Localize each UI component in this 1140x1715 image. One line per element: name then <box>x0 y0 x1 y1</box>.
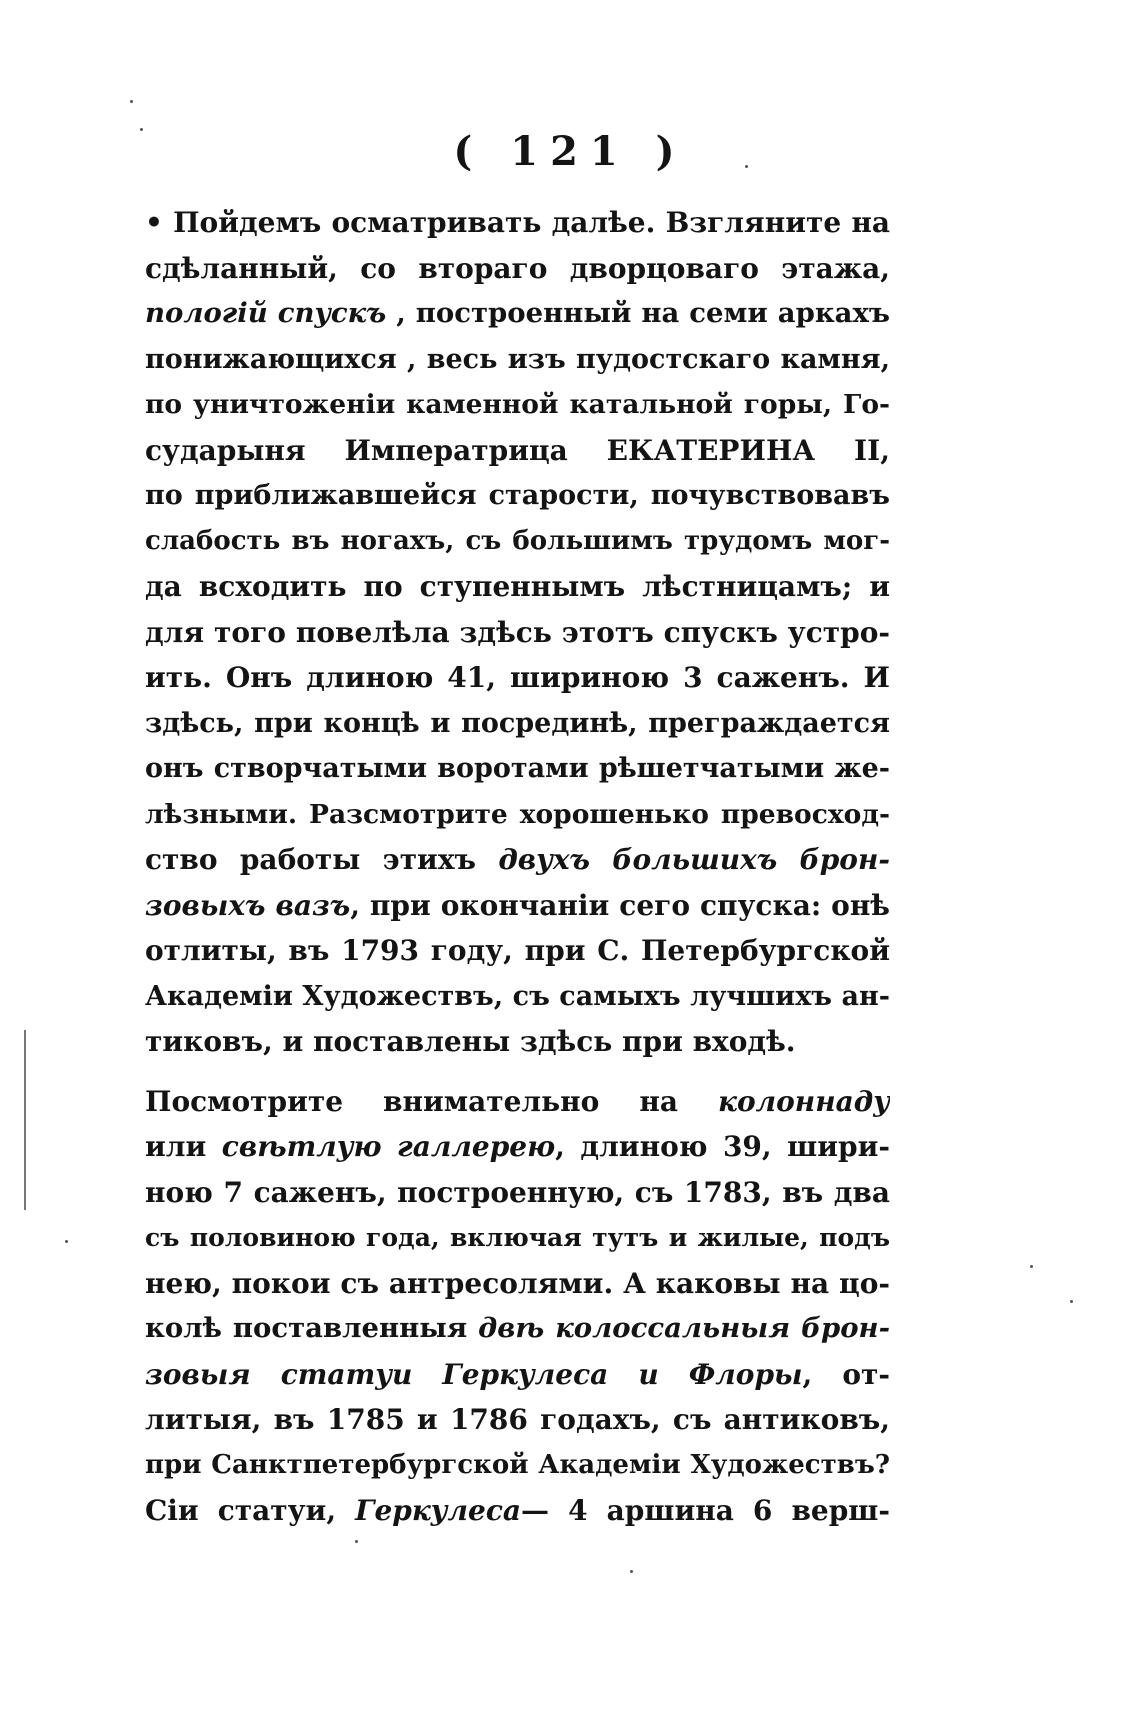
page-number: ( 121 ) <box>453 128 687 175</box>
text-line <box>145 1397 890 1443</box>
italic-text-span: Геркулеса <box>355 1494 522 1527</box>
text-line <box>145 610 890 656</box>
speck <box>630 1570 633 1573</box>
text-span: • Пойдемъ осматривать далѣе. Взглянитe на <box>145 206 890 239</box>
text-line <box>145 655 890 701</box>
text-line <box>145 792 890 838</box>
text-span: Посмотрите внимательно на <box>145 1084 719 1118</box>
italic-text-span: двухъ большихъ брон- <box>498 843 890 876</box>
speck <box>1030 1265 1033 1268</box>
text-span: понижающихся , весь изъ пудостскаго камня, <box>145 343 890 375</box>
text-span: колѣ поставленныя <box>145 1312 479 1344</box>
text-line <box>145 1488 890 1534</box>
text-span: слабость въ ногахъ, съ большимъ трудомъ мог- <box>145 525 890 556</box>
speck <box>355 1540 358 1543</box>
speck <box>140 128 143 131</box>
text-line <box>145 200 890 246</box>
text-line <box>145 1352 890 1398</box>
italic-text-span: пологій спускъ <box>145 297 387 329</box>
text-span: по уничтоженіи каменной катальной горы, Го- <box>145 389 890 420</box>
text-line <box>145 246 890 292</box>
text-line <box>145 473 890 519</box>
text-line <box>145 837 890 883</box>
text-span: литыя, въ 1785 и 1786 годахъ, съ антиковъ, <box>145 1403 890 1436</box>
text-span: при Санктпетербургской Академіи Художествъ? <box>145 1449 890 1480</box>
text-line <box>145 1124 890 1170</box>
speck <box>1070 1300 1073 1303</box>
text-line <box>145 701 890 747</box>
italic-text-span: двѣ колоссальныя брон- <box>478 1312 890 1344</box>
body-text <box>145 200 890 1534</box>
text-line <box>145 291 890 337</box>
italic-text-span: зовыя статуи Геркулеса и Флоры <box>145 1357 803 1391</box>
margin-rule <box>24 1030 26 1210</box>
text-span: , от- <box>802 1357 890 1391</box>
text-span: сударыня Императрица ЕКАТЕРИНА II, <box>145 433 890 467</box>
text-line <box>145 1215 890 1261</box>
text-span: онъ створчатыми воротами рѣшетчатыми же- <box>145 753 890 784</box>
text-line <box>145 1170 890 1216</box>
text-span: для того повелѣла здѣсь этотъ спускъ устро- <box>145 615 890 649</box>
text-span: да всходить по ступеннымъ лѣстницамъ; и <box>145 570 890 603</box>
text-line <box>145 928 890 974</box>
text-span: тиковъ, и поставлены здѣсь при входѣ. <box>145 1025 796 1058</box>
text-span: Сіи статуи, <box>145 1494 356 1527</box>
text-line <box>145 1261 890 1307</box>
text-line <box>145 974 890 1020</box>
text-span: ною 7 саженъ, построенную, съ 1783, въ два <box>145 1175 890 1209</box>
paragraph-gap <box>145 1065 890 1079</box>
text-line <box>145 382 890 428</box>
text-span: — 4 аршина 6 верш- <box>521 1494 890 1527</box>
text-span: нею, покои съ антресолями. А каковы на цо- <box>145 1266 890 1300</box>
text-span: Академіи Художествъ, съ самыхъ лучшихъ ан- <box>145 980 890 1012</box>
text-line <box>145 564 890 610</box>
text-line <box>145 519 890 565</box>
text-line <box>145 337 890 383</box>
text-span: по приближавшейся старости, почувствовавъ <box>145 480 890 511</box>
speck <box>130 100 133 103</box>
text-span: ство работы этихъ <box>145 843 499 876</box>
text-span: сдѣланный, со втораго дворцоваго этажа, <box>145 251 890 285</box>
text-span: ить. Онъ длиною 41, шириною 3 саженъ. И <box>145 661 890 694</box>
italic-text-span: зовыхъ вазъ <box>145 888 351 922</box>
text-span: , при окончаніи сего спуска: онѣ <box>350 888 890 922</box>
italic-text-span: свѣтлую галлерею <box>221 1130 556 1163</box>
speck <box>65 1240 68 1243</box>
text-span: здѣсь, при концѣ и посрединѣ, преграждается <box>145 707 890 739</box>
italic-text-span: колоннаду <box>718 1084 890 1118</box>
text-line <box>145 746 890 792</box>
text-span: , длиною 39, шири- <box>555 1130 890 1163</box>
text-span: лѣзными. Разсмотрите хорошенько превосход- <box>145 798 890 830</box>
text-line <box>145 883 890 929</box>
text-line <box>145 428 890 474</box>
text-span: или <box>145 1130 222 1163</box>
text-line <box>145 1079 890 1125</box>
speck <box>745 165 748 168</box>
text-line <box>145 1443 890 1489</box>
text-span: , построенный на семи аркахъ <box>386 297 890 329</box>
text-line <box>145 1019 890 1065</box>
text-span: съ половиною года, включая тутъ и жилые, подъ <box>145 1223 890 1252</box>
text-span: отлиты, въ 1793 году, при С. Петербургской <box>145 934 890 967</box>
text-line <box>145 1306 890 1352</box>
